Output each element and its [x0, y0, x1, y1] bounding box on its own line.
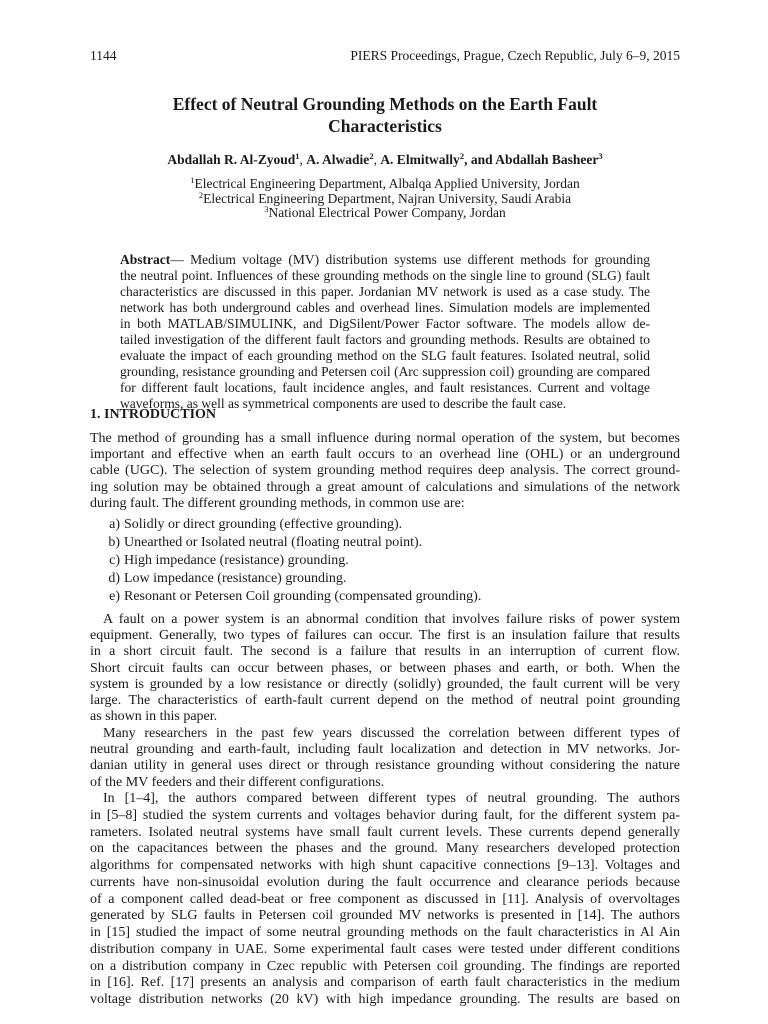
abstract-label: Abstract — [120, 252, 171, 267]
grounding-methods-list — [103, 516, 481, 606]
abstract — [120, 252, 650, 412]
author-list: Abdallah R. Al-Zyoud$^1$, A. Alwadie$^2$, A. Elmitwally$^2$, and Abdallah Basheer$^3$ — [167, 151, 603, 167]
text-line: distribution company in UAE. Some experimental fault cases were tested under different conditions — [90, 941, 680, 957]
text-line: of the MV feeders and their different configurations. — [90, 774, 385, 790]
author: A. Elmitwally$^2$ — [380, 151, 465, 167]
text-line: as shown in this paper. — [90, 709, 218, 725]
list-text: Low impedance (resistance) grounding. — [124, 571, 347, 586]
text-line: during fault. The different grounding methods, in common use are: — [90, 495, 465, 511]
text-line: of a component called dead-beat or free component as discussed in [11]. Analysis of overvoltages — [90, 891, 680, 907]
list-item — [103, 552, 481, 570]
list-item — [103, 570, 481, 588]
text-line: in [5–8] studied the system currents and voltages behavior during fault, for the different system pa- — [90, 807, 680, 823]
text-line: neutral grounding and earth-fault, including fault localization and detection in MV networks. Jor- — [90, 742, 680, 758]
paragraph — [90, 612, 680, 725]
text-line: The method of grounding has a small influence during normal operation of the system, but becomes — [90, 431, 680, 446]
text-line: Many researchers in the past few years discussed the correlation between different types of — [103, 726, 680, 741]
text-line: in a short circuit fault. The second is a failure that results in an interruption of current flow. — [90, 644, 680, 660]
paragraph — [90, 726, 680, 791]
author: Abdallah R. Al-Zyoud$^1$ — [167, 151, 300, 167]
author: A. Alwadie$^2$ — [306, 151, 374, 167]
text-line: large. The characteristics of earth-fault current depend on the method of neutral point grounding — [90, 693, 680, 709]
text-line: algorithms for compensated networks with high shunt capacitive connections [9–13]. Voltages and — [90, 858, 680, 873]
list-text: Resonant or Petersen Coil grounding (compensated grounding). — [124, 589, 482, 604]
abstract-line: tailed investigation of the different fault factors and grounding methods. Results are obtained to — [120, 331, 650, 347]
text-line: system is grounded by a low resistance or directly (solidly) grounded, the fault current will be very — [90, 676, 680, 692]
text-line: on the capacitances between the phases and the ground. Many researchers developed protection — [90, 841, 680, 857]
author: Abdallah Basheer$^3$ — [495, 151, 603, 167]
affiliation: $^1$Electrical Engineering Department, Albalqa Applied University, Jordan — [190, 175, 580, 191]
text-line: A fault on a power system is an abnormal condition that involves failure risks of power system — [103, 612, 680, 627]
text-line: equipment. Generally, two types of failures can occur. The first is an insulation failure that results — [90, 628, 680, 644]
abstract-line: Abstract— Medium voltage (MV) distribution systems use different methods for grounding — [120, 252, 650, 267]
text-line: generated by SLG faults in Petersen coil grounded MV networks is presented in [14]. The authors — [90, 908, 680, 924]
affiliation: $^3$National Electrical Power Company, Jordan — [264, 204, 506, 221]
text-line: on a distribution company in Czec republic with Petersen coil grounding. The findings are reported — [90, 958, 680, 974]
abstract-line: grounding, resistance grounding and Petersen coil (Arc suppression coil) grounding are compared — [120, 363, 650, 379]
list-label: b) — [108, 535, 120, 550]
text-line: Short circuit faults can occur between phases, or between phases and earth, or both. When the — [90, 660, 680, 676]
list-item — [103, 534, 481, 552]
list-item — [103, 516, 481, 534]
list-label: a) — [109, 517, 120, 532]
abstract-line: evaluate the impact of each grounding method on the SLG fault features. Isolated neutral, solid — [120, 347, 650, 363]
text-line: voltage distribution networks (20 kV) with high impedance grounding. The results are based on — [90, 992, 680, 1007]
list-label: e) — [109, 589, 120, 604]
abstract-line: network has both underground cables and overhead lines. Simulation models are implemented — [120, 299, 650, 315]
list-item — [103, 588, 481, 606]
abstract-line: waveforms, as well as symmetrical components are used to describe the fault case. — [120, 395, 567, 411]
affiliation: $^2$Electrical Engineering Department, Najran University, Saudi Arabia — [198, 189, 572, 206]
list-text: High impedance (resistance) grounding. — [124, 553, 349, 568]
text-line: important and effective when an earth fault occurs to an overhead line (OHL) or an underground — [90, 447, 680, 463]
text-line: In [1–4], the authors compared between different types of neutral grounding. The authors — [103, 791, 680, 806]
list-label: d) — [108, 571, 120, 586]
abstract-line: characteristics are discussed in this paper. Jordanian MV network is used as a case study. The — [120, 283, 650, 299]
paragraph — [90, 791, 680, 1009]
title-line: Characteristics — [328, 116, 442, 136]
text-line: ing solution may be obtained through a great amount of calculations and simulations of the network — [90, 479, 680, 495]
list-text: Unearthed or Isolated neutral (floating neutral point). — [124, 535, 423, 550]
paper-title — [90, 93, 680, 137]
venue: PIERS Proceedings, Prague, Czech Republic, July 6–9, 2015 — [350, 48, 680, 63]
paragraph — [90, 431, 680, 512]
text-line: in [15] studied the impact of some neutral grounding methods on the fault characteristics in Al Ain — [90, 925, 680, 940]
abstract-line: in both MATLAB/SIMULINK, and DigSilent/Power Factor software. The models allow de- — [120, 315, 650, 331]
running-header — [90, 48, 680, 64]
section-heading: 1. INTRODUCTION — [90, 407, 217, 422]
abstract-line: the neutral point. Influences of these grounding methods on the single line to ground (SLG) fault — [120, 267, 650, 283]
list-text: Solidly or direct grounding (effective grounding). — [124, 517, 403, 532]
abstract-line: for different fault locations, fault incidence angles, and fault resistances. Current and voltage — [120, 379, 650, 395]
page-number: 1144 — [90, 48, 117, 63]
affiliations — [90, 177, 680, 221]
text-line: cable (UGC). The selection of system grounding method requires deep analysis. The correct ground- — [90, 463, 680, 479]
text-line: in [16]. Ref. [17] presents an analysis and comparison of earth fault characteristics in the medium — [90, 975, 680, 991]
text-line: danian utility in general uses direct or through resistance grounding without considering the nature — [90, 758, 680, 774]
text-line: rameters. Isolated neutral systems have small fault current levels. These currents depend generally — [90, 824, 680, 840]
title-line: Effect of Neutral Grounding Methods on the Earth Fault — [172, 94, 598, 114]
list-label: c) — [109, 553, 120, 568]
text-line: currents have non-sinusoidal evolution during the fault occurrence and clearance periods because — [90, 874, 680, 890]
